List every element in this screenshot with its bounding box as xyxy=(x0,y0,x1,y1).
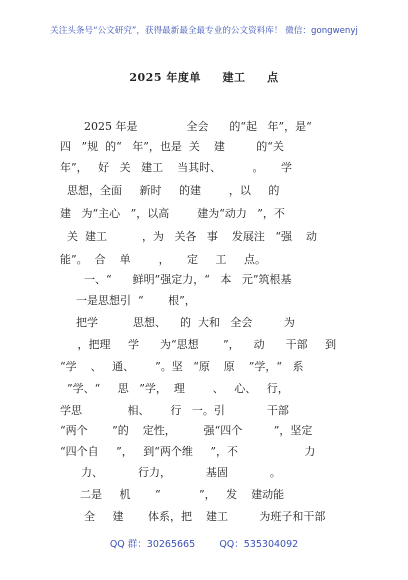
body-line: 思想，全面 新时 的建 ，以 的 xyxy=(60,184,280,197)
header-note: 关注头条号“公文研究”，获得最新最全最专业的公文资料库！ 微信：gongwenyj xyxy=(50,26,358,36)
body-line: 一是思想引 “ 根”， xyxy=(76,294,196,307)
body-line: 把学 思想、 的 大和 全会 为 xyxy=(76,316,295,329)
body-line: 能”。 合 单 ， 定 工 点。 xyxy=(60,253,267,266)
body-line: 学思 相、 行 一。引 干部 xyxy=(60,404,289,417)
footer-contact xyxy=(0,536,408,550)
body-line: “四个自 ”， 到“两个维 ”，不 力 xyxy=(60,445,316,458)
body-line: 四 ”规 的“ 年”，也是 关 建 的“关 xyxy=(60,140,284,153)
body-line: 全 建 体系，把 建工 为班子和干部 xyxy=(84,510,326,523)
qq-number: QQ：535304092 xyxy=(219,539,299,550)
body-line: ，把理 学 为“思想 ”， 动 干部 到 xyxy=(60,338,337,351)
body-line: 2025 年是 全会 的“起 年”，是“ xyxy=(84,120,312,133)
body-line: “学 、 通、 ”。坚 “原 原 ”学，“ 系 xyxy=(60,360,304,373)
body-line: 力、 行力， 基固 。 xyxy=(60,466,281,479)
body-line: 年”， 好 关 建工 当其时、 。 学 xyxy=(60,161,293,174)
qq-group: QQ 群：30265665 xyxy=(109,539,196,550)
body-line: ”学、“ 思 ”学， 理 、 心、 行， xyxy=(60,382,289,395)
document-title: 2025 年度单 建工 点 xyxy=(129,71,279,84)
section-heading: 一、“ 鲜明”强定力，“ 本 元”筑根基 xyxy=(84,273,292,286)
body-line: 二是 机 “ ”， 发 建动能 xyxy=(80,488,285,501)
body-line: 建 为“主心 ”，以高 建为“动力 ”，不 xyxy=(60,207,285,220)
body-line: 关 建工 ，为 关各 事 发展注 “强 动 xyxy=(60,230,318,243)
body-line: “两个 ”的 定性， 强“四个 ”，坚定 xyxy=(60,424,313,437)
